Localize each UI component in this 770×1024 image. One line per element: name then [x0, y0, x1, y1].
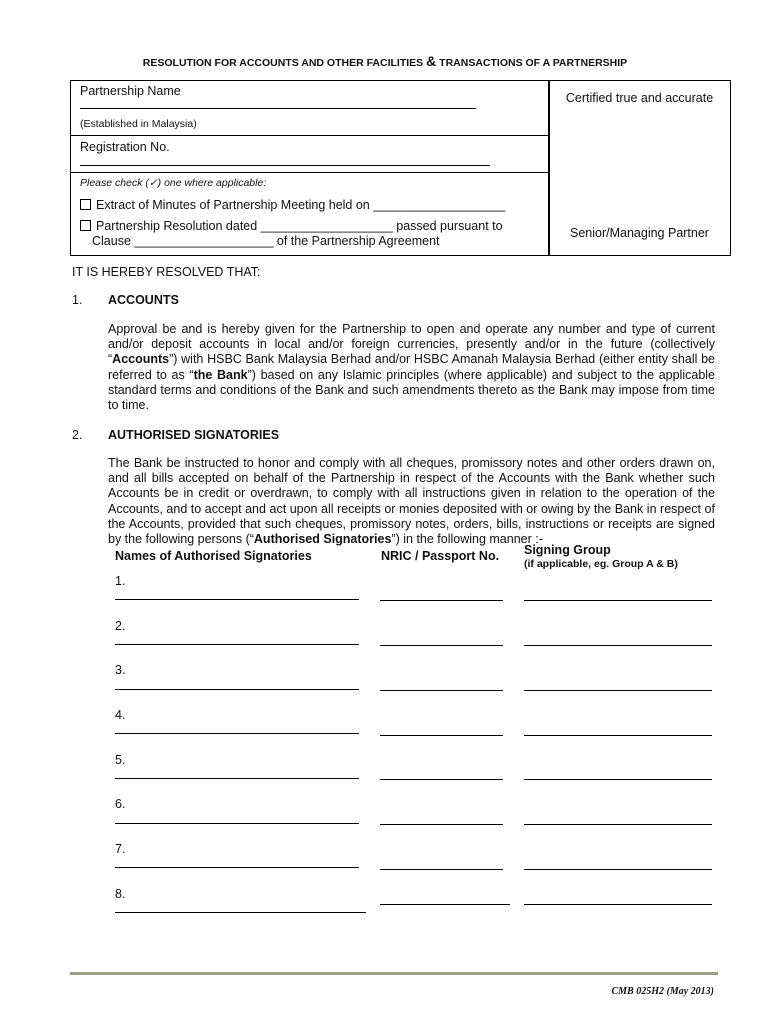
row-number: 4.	[115, 708, 126, 722]
checkbox-resolution[interactable]	[80, 220, 91, 231]
check-instruction: Please check (✓) one where applicable:	[80, 177, 267, 189]
group-field[interactable]	[524, 690, 712, 691]
resolved-intro: IT IS HEREBY RESOLVED THAT:	[72, 265, 261, 279]
row-number: 3.	[115, 663, 126, 677]
group-field[interactable]	[524, 645, 712, 646]
checkbox-minutes[interactable]	[80, 199, 91, 210]
nric-field[interactable]	[380, 600, 503, 601]
group-field[interactable]	[524, 904, 712, 905]
partnership-name-label: Partnership Name	[80, 84, 181, 98]
option-resolution-label-2: Clause ____________________ of the Partnership Agreement	[92, 234, 440, 248]
partnership-name-field[interactable]	[80, 108, 476, 109]
section1-paragraph: Approval be and is hereby given for the Partnership to open and operate any number and type of current and/or deposit accounts in local and/or foreign currencies, presently and/or in the future (collectively “Accounts”) with HSBC Bank Malaysia Berhad and/or HSBC Amanah Malaysia Berhad (either entity shall be referred to as “the Bank”) based on any Islamic principles (where applicable) and subject to the applicable standard terms and conditions of the Bank and such amendments thereto as the Bank may impose from time to time.	[108, 322, 715, 413]
name-field[interactable]	[115, 644, 359, 645]
term-authorised-signatories: Authorised Signatories	[253, 532, 392, 547]
nric-field[interactable]	[380, 869, 503, 870]
row-number: 5.	[115, 753, 126, 767]
col-header-group-note: (if applicable, eg. Group A & B)	[524, 558, 678, 570]
col-header-names: Names of Authorised Signatories	[115, 549, 312, 563]
group-field[interactable]	[524, 600, 712, 601]
col-header-nric: NRIC / Passport No.	[381, 549, 500, 563]
row-number: 2.	[115, 619, 126, 633]
established-note: (Established in Malaysia)	[80, 118, 197, 130]
nric-field[interactable]	[380, 735, 503, 736]
group-field[interactable]	[524, 824, 712, 825]
name-field[interactable]	[115, 778, 359, 779]
name-field[interactable]	[115, 867, 359, 868]
footer-rule	[70, 972, 718, 975]
section1-number: 1.	[72, 293, 83, 307]
group-field[interactable]	[524, 869, 712, 870]
section2-number: 2.	[72, 428, 83, 442]
form-code: CMB 025H2 (May 2013)	[611, 986, 714, 997]
title-part-1: RESOLUTION FOR ACCOUNTS AND OTHER FACILITIES	[142, 57, 424, 69]
option-resolution[interactable]	[80, 219, 503, 249]
certified-label: Certified true and accurate	[565, 91, 714, 105]
row-number: 1.	[115, 574, 126, 588]
section1-heading: ACCOUNTS	[108, 293, 179, 307]
nric-field[interactable]	[380, 645, 503, 646]
title-ampersand: &	[426, 53, 437, 69]
nric-field[interactable]	[380, 779, 503, 780]
divider-partnership	[70, 135, 549, 136]
name-field[interactable]	[115, 733, 359, 734]
name-field[interactable]	[115, 912, 366, 913]
option-minutes[interactable]	[80, 198, 505, 212]
registration-field[interactable]	[80, 165, 490, 166]
partner-label: Senior/Managing Partner	[570, 226, 709, 240]
section2-heading: AUTHORISED SIGNATORIES	[108, 428, 280, 442]
term-bank: the Bank	[193, 367, 248, 382]
col-header-group: Signing Group	[524, 543, 611, 557]
group-field[interactable]	[524, 735, 712, 736]
row-number: 8.	[115, 887, 126, 901]
nric-field[interactable]	[380, 904, 510, 905]
name-field[interactable]	[115, 599, 359, 600]
name-field[interactable]	[115, 689, 359, 690]
term-accounts: Accounts	[112, 352, 170, 367]
row-number: 6.	[115, 797, 126, 811]
nric-field[interactable]	[380, 824, 503, 825]
section2-paragraph: The Bank be instructed to honor and comply with all cheques, promissory notes and other orders drawn on, and all bills accepted on behalf of the Partnership in respect of the Accounts with the Bank whether such Accounts be in credit or overdrawn, to comply with all instructions given in relation to the operation of the Accounts, and to accept and act upon all receipts or monies deposited with or owing by the Bank in respect of the Accounts, provided that such cheques, promissory notes, orders, bills, instructions or receipts are signed by the following persons (“Authorised Signatories”) in the following manner :-	[108, 456, 715, 547]
nric-field[interactable]	[380, 690, 503, 691]
document-title	[0, 53, 770, 69]
registration-label: Registration No.	[80, 140, 170, 154]
option-minutes-label: Extract of Minutes of Partnership Meeting held on ___________________	[96, 198, 506, 212]
option-resolution-label-1: Partnership Resolution dated ___________________ passed pursuant to	[96, 219, 503, 233]
row-number: 7.	[115, 842, 126, 856]
title-part-2: TRANSACTIONS OF A PARTNERSHIP	[439, 57, 628, 69]
divider-registration	[70, 172, 549, 173]
group-field[interactable]	[524, 779, 712, 780]
name-field[interactable]	[115, 823, 359, 824]
